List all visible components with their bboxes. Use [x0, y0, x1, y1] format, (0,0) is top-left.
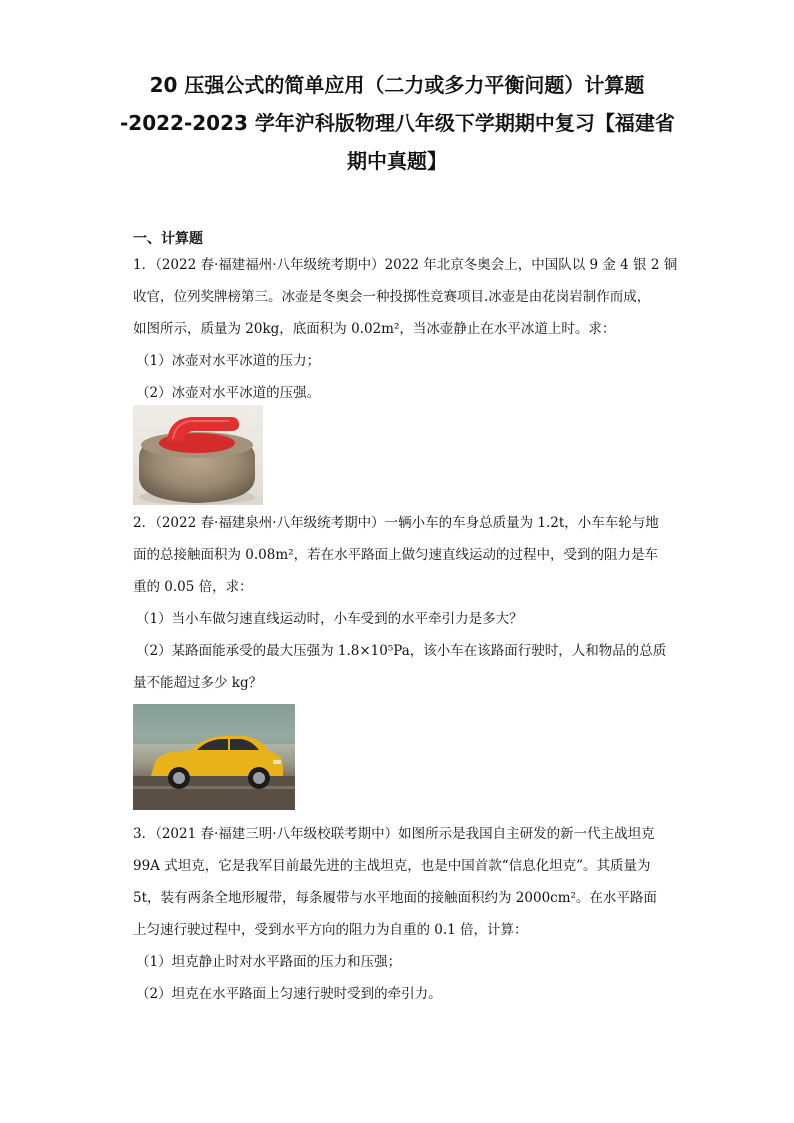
question-3 — [133, 818, 663, 1010]
yellow-car-image — [133, 704, 295, 810]
question-3-line-2: 99A 式坦克，它是我军目前最先进的主战坦克，也是中国首款“信息化坦克”。其质量为 — [133, 858, 651, 874]
curling-stone-image — [133, 405, 263, 505]
question-1-line-2: 收官，位列奖牌榜第三。冰壶是冬奥会一种投掷性竞赛项目.冰壶是由花岗岩制作而成， — [133, 289, 651, 305]
question-2 — [133, 507, 667, 699]
question-2-line-1: 2．（2022 春·福建泉州·八年级统考期中）一辆小车的车身总质量为 1.2t，小车车轮与地 — [133, 515, 659, 531]
question-2-line-3: 重的 0.05 倍，求： — [133, 579, 253, 595]
title-line-3: 期中真题】 — [347, 149, 447, 173]
document-title — [120, 66, 674, 180]
question-2-sub-2-cont: 量不能超过多少 kg？ — [133, 675, 263, 691]
question-1-sub-2: （2）冰壶对水平冰道的压强。 — [136, 385, 321, 401]
title-line-2: -2022-2023 学年沪科版物理八年级下学期期中复习【福建省 — [120, 111, 675, 135]
question-3-line-3: 5t，装有两条全地形履带，每条履带与水平地面的接触面积约为 2000cm²。在水平路面 — [133, 890, 657, 906]
question-2-sub-2: （2）某路面能承受的最大压强为 1.8×10⁵Pa，该小车在该路面行驶时，人和物品的总质 — [136, 643, 667, 659]
question-3-line-4: 上匀速行驶过程中，受到水平方向的阻力为自重的 0.1 倍，计算： — [133, 922, 528, 938]
curling-stone-illustration — [133, 405, 263, 505]
question-1-sub-1: （1）冰壶对水平冰道的压力； — [136, 353, 321, 369]
question-1-line-1: 1．（2022 春·福建福州·八年级统考期中）2022 年北京冬奥会上，中国队以 9 金 4 银 2 铜 — [133, 257, 678, 273]
question-2-sub-1: （1）当小车做匀速直线运动时，小车受到的水平牵引力是多大？ — [136, 611, 523, 627]
question-3-sub-2: （2）坦克在水平路面上匀速行驶时受到的牵引力。 — [136, 986, 442, 1002]
question-3-line-1: 3．（2021 春·福建三明·八年级校联考期中）如图所示是我国自主研发的新一代主战坦克 — [133, 826, 655, 842]
question-2-line-2: 面的总接触面积为 0.08m²，若在水平路面上做匀速直线运动的过程中，受到的阻力是车 — [133, 547, 659, 563]
question-3-sub-1: （1）坦克静止时对水平路面的压力和压强； — [136, 954, 402, 970]
section-heading: 一、计算题 — [133, 231, 203, 247]
yellow-car-illustration — [133, 704, 295, 810]
title-line-1: 20 压强公式的简单应用（二力或多力平衡问题）计算题 — [149, 73, 645, 97]
question-1 — [133, 249, 678, 409]
question-1-line-3: 如图所示，质量为 20kg，底面积为 0.02m²，当冰壶静止在水平冰道上时。求： — [133, 321, 616, 337]
